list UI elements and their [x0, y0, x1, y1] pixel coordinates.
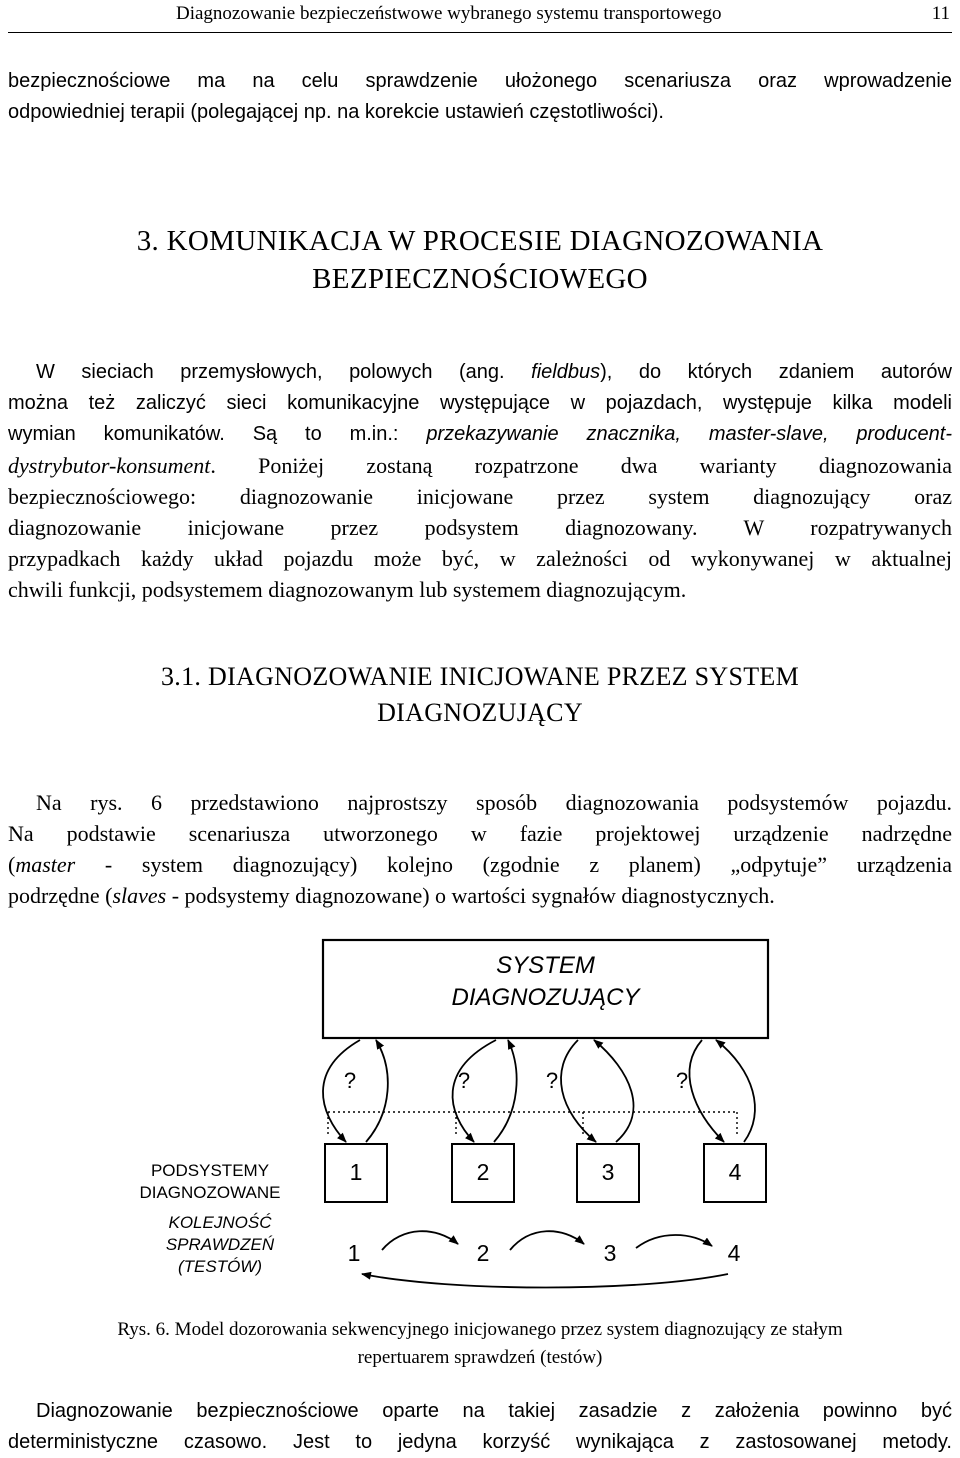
subsystem-number-4: 4	[728, 1159, 742, 1185]
reply-arrow-up-4	[716, 1040, 755, 1142]
text-span: - system diagnozujący) kolejno (zgodnie z planem) „odpytuje” urządzenia	[75, 852, 952, 877]
section-3-line-6: diagnozowanie inicjowane przez podsystem diagnozowany. W rozpatrywanych	[8, 515, 952, 540]
section-3-1-line-1: Na rys. 6 przedstawiono najprostszy sposób diagnozowania podsystemów pojazdu.	[36, 790, 952, 815]
order-arrow-1-2	[382, 1231, 458, 1250]
section-3-line-5: bezpiecznościowego: diagnozowanie inicjowane przez system diagnozujący oraz	[8, 484, 952, 509]
system-label-line-2: DIAGNOZUJĄCY	[451, 984, 640, 1011]
system-label	[323, 950, 768, 1014]
text-span: wymian komunikatów. Są to m.in.:	[8, 423, 427, 445]
section-3-line-1	[8, 357, 952, 388]
section-3-heading	[0, 222, 960, 298]
figure-caption	[0, 1316, 960, 1372]
text-span: podrzędne (	[8, 883, 113, 908]
term-models: przekazywanie znacznika, master-slave, producent-	[426, 423, 952, 445]
closing-paragraph	[8, 1396, 952, 1458]
query-mark-3: ?	[545, 1068, 559, 1093]
order-label-line-3: (TESTÓW)	[177, 1257, 263, 1276]
section-3-paragraph-cont	[8, 450, 952, 605]
subsystem-number-2: 2	[476, 1159, 490, 1185]
text-span: (	[8, 852, 16, 877]
running-header	[8, 0, 952, 33]
order-label	[120, 1212, 320, 1278]
subsystem-number-3: 3	[601, 1159, 615, 1185]
section-3-line-3	[8, 419, 952, 450]
order-arrow-3-4	[636, 1235, 712, 1248]
subsystem-number-1: 1	[349, 1159, 363, 1185]
figure-caption-line-1: Rys. 6. Model dozorowania sekwencyjnego inicjowanego przez system diagnozujący ze stałym	[117, 1319, 843, 1340]
reply-arrow-up-3	[594, 1040, 633, 1142]
term-master: master	[15, 852, 76, 877]
intro-paragraph	[8, 66, 952, 128]
order-number-1: 1	[347, 1240, 361, 1266]
section-3-1-paragraph	[8, 787, 952, 911]
section-3-1-line-2: Na podstawie scenariusza utworzonego w fazie projektowej urządzenie nadrzędne	[8, 821, 952, 846]
section-3-1-heading	[0, 659, 960, 731]
order-arrow-2-3	[510, 1231, 584, 1250]
section-3-1-heading-line-1: 3.1. DIAGNOZOWANIE INICJOWANE PRZEZ SYSTEM	[161, 662, 799, 691]
term-fieldbus: fieldbus	[531, 361, 601, 383]
closing-line-2: deterministyczne czasowo. Jest to jedyna korzyść wynikająca z zastosowanej metody.	[8, 1431, 952, 1453]
subsystems-label	[110, 1160, 310, 1204]
reply-arrow-up-2	[494, 1040, 517, 1142]
text-span: W sieciach przemysłowych, polowych (ang.	[36, 361, 532, 383]
order-number-3: 3	[603, 1240, 617, 1266]
subsystems-label-line-1: PODSYSTEMY	[150, 1161, 270, 1180]
section-3-line-4	[8, 450, 952, 481]
order-number-4: 4	[727, 1240, 741, 1266]
order-label-line-2: SPRAWDZEŃ	[165, 1235, 275, 1254]
figure-6	[0, 930, 960, 1300]
section-3-line-7: przypadkach każdy układ pojazdu może być, w zależności od wykonywanej w aktualnej	[8, 546, 952, 571]
section-3-1-heading-line-2: DIAGNOZUJĄCY	[377, 698, 583, 727]
intro-line-2: odpowiedniej terapii (polegającej np. na korekcie ustawień częstotliwości).	[8, 101, 664, 123]
closing-line-1: Diagnozowanie bezpiecznościowe oparte na takiej zasadzie z założenia powinno być	[36, 1400, 952, 1422]
term-slaves: slaves	[112, 883, 167, 908]
system-label-line-1: SYSTEM	[496, 952, 595, 979]
query-mark-4: ?	[675, 1068, 689, 1093]
order-arrow-return	[362, 1274, 728, 1288]
term-producer: dystrybutor-konsument	[8, 453, 211, 478]
order-number-2: 2	[476, 1240, 490, 1266]
figure-caption-line-2: repertuarem sprawdzeń (testów)	[357, 1347, 603, 1368]
section-3-line-8: chwili funkcji, podsystemem diagnozowanym lub systemem diagnozującym.	[8, 577, 687, 602]
section-3-heading-line-2: BEZPIECZNOŚCIOWEGO	[312, 263, 648, 295]
section-3-1-line-3	[8, 849, 952, 880]
query-mark-1: ?	[343, 1068, 357, 1093]
section-3-heading-line-1: 3. KOMUNIKACJA W PROCESIE DIAGNOZOWANIA	[136, 225, 824, 257]
text-span: ), do których zdaniem autorów	[600, 361, 953, 383]
text-span: - podsystemy diagnozowane) o wartości sygnałów diagnostycznych.	[166, 883, 775, 908]
section-3-line-2: można też zaliczyć sieci komunikacyjne występujące w pojazdach, występuje kilka modeli	[8, 392, 952, 414]
section-3-paragraph	[8, 357, 952, 450]
intro-line-1: bezpiecznościowe ma na celu sprawdzenie ułożonego scenariusza oraz wprowadzenie	[8, 70, 952, 92]
page-number: 11	[931, 3, 950, 24]
header-title: Diagnozowanie bezpieczeństwowe wybranego systemu transportowego	[176, 3, 722, 24]
section-3-1-line-4	[8, 880, 952, 911]
order-label-line-1: KOLEJNOŚĆ	[168, 1213, 272, 1232]
text-span: . Poniżej zostaną rozpatrzone dwa warianty diagnozowania	[210, 453, 952, 478]
subsystems-label-line-2: DIAGNOZOWANE	[139, 1183, 281, 1202]
query-mark-2: ?	[457, 1068, 471, 1093]
